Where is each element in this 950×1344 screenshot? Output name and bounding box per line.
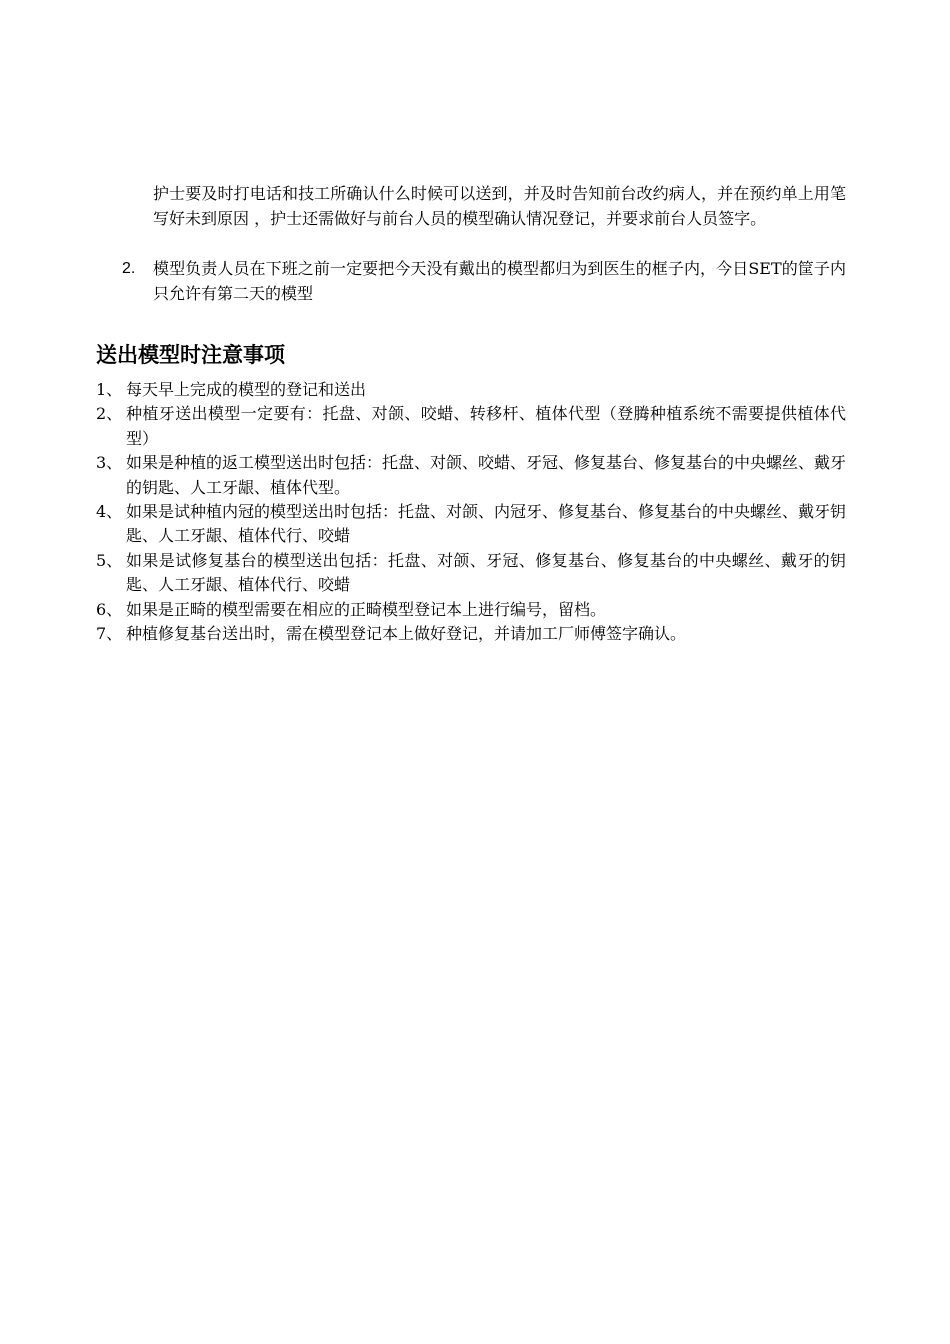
list-marker: 1、	[96, 380, 123, 399]
list-marker: 7、	[96, 624, 123, 644]
list-item-text: 如果是试种植内冠的模型送出时包括：托盘、对颌、内冠牙、修复基台、修复基台的中央螺丝、戴牙钥匙、人工牙龈、植体代行、咬蜡	[126, 502, 847, 546]
list-item	[96, 500, 846, 549]
list-item	[96, 549, 846, 598]
list-item	[96, 622, 846, 646]
list-item-text: 每天早上完成的模型的登记和送出	[126, 380, 367, 399]
list-item-text: 如果是试修复基台的模型送出包括：托盘、对颌、牙冠、修复基台、修复基台的中央螺丝、戴牙的钥匙、人工牙龈、植体代行、咬蜡	[126, 550, 846, 595]
list-item-text: 种植修复基台送出时，需在模型登记本上做好登记，并请加工厂师傅签字确认。	[126, 624, 687, 644]
list-number: 2.	[122, 260, 136, 277]
list-item	[96, 598, 846, 622]
list-marker: 5、	[96, 550, 123, 570]
numbered-item	[122, 256, 846, 306]
list-item-text: 如果是正畸的模型需要在相应的正畸模型登记本上进行编号，留档。	[126, 599, 607, 619]
list-marker: 6、	[96, 599, 123, 619]
list-marker: 3、	[96, 453, 123, 473]
list-item-text: 如果是种植的返工模型送出时包括：托盘、对颌、咬蜡、牙冠、修复基台、修复基台的中央螺丝、戴牙的钥匙、人工牙龈、植体代型。	[126, 453, 847, 497]
notes-list	[96, 378, 846, 646]
list-marker: 2、	[96, 404, 123, 424]
section-heading: 送出模型时注意事项	[96, 343, 285, 367]
continuation-paragraph: 护士要及时打电话和技工所确认什么时候可以送到，并及时告知前台改约病人，并在预约单上用笔写好未到原因 ，护士还需做好与前台人员的模型确认情况登记，并要求前台人员签字。	[153, 184, 846, 228]
list-item	[96, 451, 846, 500]
list-item-text: 种植牙送出模型一定要有：托盘、对颌、咬蜡、转移杆、植体代型（登腾种植系统不需要提供植体代型）	[126, 404, 846, 448]
list-item	[96, 378, 846, 402]
list-marker: 4、	[96, 502, 123, 522]
list-item	[96, 402, 846, 451]
list-item-text: 模型负责人员在下班之前一定要把今天没有戴出的模型都归为到医生的框子内，今日SET的筐子内只允许有第二天的模型	[153, 259, 846, 303]
